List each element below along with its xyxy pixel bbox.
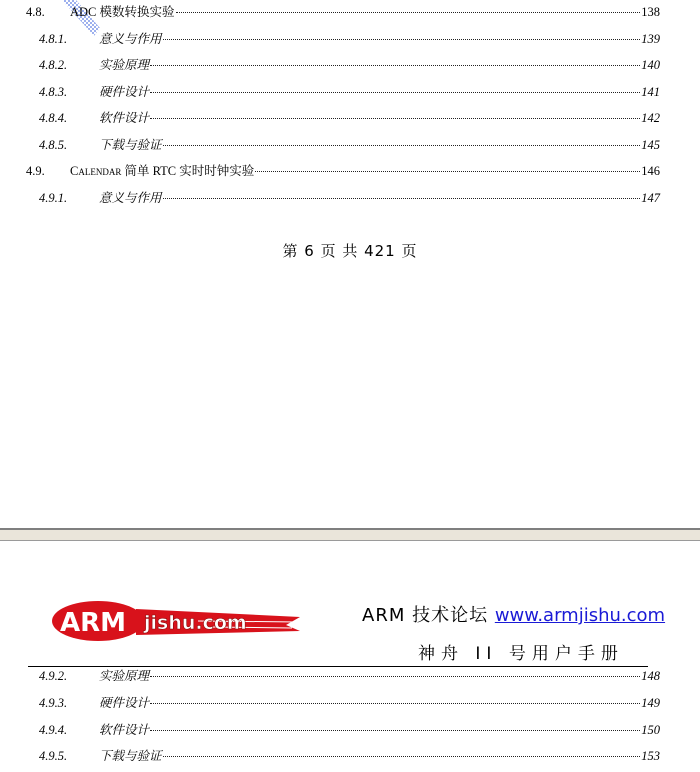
toc-leader-dots	[150, 730, 640, 731]
toc-entry-number: 4.8.5.	[39, 138, 68, 152]
toc-entry[interactable]	[39, 667, 660, 685]
toc-entry[interactable]	[39, 109, 660, 127]
toc-entry[interactable]	[39, 721, 660, 739]
toc-leader-dots	[150, 703, 640, 704]
toc-leader-dots	[163, 39, 641, 40]
toc-entry-title: 意义与作用	[99, 191, 162, 205]
toc-entry-title: ADC 模数转换实验	[70, 5, 175, 19]
toc-entry-title: 硬件设计	[99, 696, 150, 710]
toc-leader-dots	[163, 145, 641, 146]
toc-entry-number: 4.8.1.	[39, 32, 68, 46]
toc-entry-title: 软件设计	[99, 111, 150, 125]
bottom-page	[0, 541, 700, 772]
toc-entry[interactable]	[26, 162, 660, 180]
toc-leader-dots	[150, 92, 640, 93]
armjishu-logo	[48, 595, 300, 643]
toc-entry-number: 4.8.	[26, 5, 45, 19]
toc-entry-number: 4.9.4.	[39, 723, 68, 737]
toc-entry-title: 下载与验证	[99, 138, 162, 152]
page-separator	[0, 528, 700, 541]
toc-entry-page: 148	[641, 669, 660, 683]
toc-leader-dots	[150, 676, 640, 677]
toc-entry[interactable]	[39, 83, 660, 101]
toc-entry-number: 4.8.2.	[39, 58, 68, 72]
toc-entry-page: 139	[641, 32, 660, 46]
forum-label: ARM 技术论坛	[362, 605, 489, 626]
toc-leader-dots	[150, 65, 640, 66]
manual-title: 神舟 II 号用户手册	[418, 644, 624, 664]
toc-entry-page: 146	[641, 164, 660, 178]
toc-entry-page: 147	[641, 191, 660, 205]
toc-leader-dots	[176, 12, 641, 13]
svg-text:jishu.com: jishu.com	[144, 612, 247, 634]
toc-entry[interactable]	[39, 694, 660, 712]
toc-entry-number: 4.9.5.	[39, 749, 68, 763]
svg-text:ARM: ARM	[60, 608, 127, 638]
toc-entry-title: 实验原理	[99, 58, 150, 72]
toc-entry[interactable]	[39, 189, 660, 207]
forum-url-link[interactable]: www.armjishu.com	[494, 605, 666, 626]
toc-entry[interactable]	[39, 56, 660, 74]
page-footer: 第 6 页 共 421 页	[282, 242, 418, 260]
toc-entry-title: 实验原理	[99, 669, 150, 683]
toc-leader-dots	[163, 756, 641, 757]
forum-header	[362, 601, 665, 627]
toc-entry-number: 4.9.2.	[39, 669, 68, 683]
toc-entry[interactable]	[39, 747, 660, 765]
toc-entry[interactable]	[39, 136, 660, 154]
toc-entry-page: 141	[641, 85, 660, 99]
toc-entry-number: 4.9.3.	[39, 696, 68, 710]
toc-entry-page: 140	[641, 58, 660, 72]
toc-entry-page: 149	[641, 696, 660, 710]
toc-entry-title: Calendar 简单 RTC 实时时钟实验	[70, 164, 255, 178]
toc-entry-title: 下载与验证	[99, 749, 162, 763]
toc-entry-number: 4.9.1.	[39, 191, 68, 205]
toc-entry[interactable]	[26, 3, 660, 21]
toc-leader-dots	[255, 171, 640, 172]
toc-entry-number: 4.8.3.	[39, 85, 68, 99]
toc-leader-dots	[150, 118, 640, 119]
toc-entry-page: 142	[641, 111, 660, 125]
toc-entry-number: 4.8.4.	[39, 111, 68, 125]
toc-entry-page: 150	[641, 723, 660, 737]
toc-entry[interactable]	[39, 30, 660, 48]
toc-entry-title: 软件设计	[99, 723, 150, 737]
toc-entry-number: 4.9.	[26, 164, 45, 178]
toc-entry-title: 硬件设计	[99, 85, 150, 99]
toc-entry-title: 意义与作用	[99, 32, 162, 46]
toc-entry-page: 153	[641, 749, 660, 763]
toc-entry-page: 138	[641, 5, 660, 19]
toc-entry-page: 145	[641, 138, 660, 152]
toc-leader-dots	[163, 198, 641, 199]
